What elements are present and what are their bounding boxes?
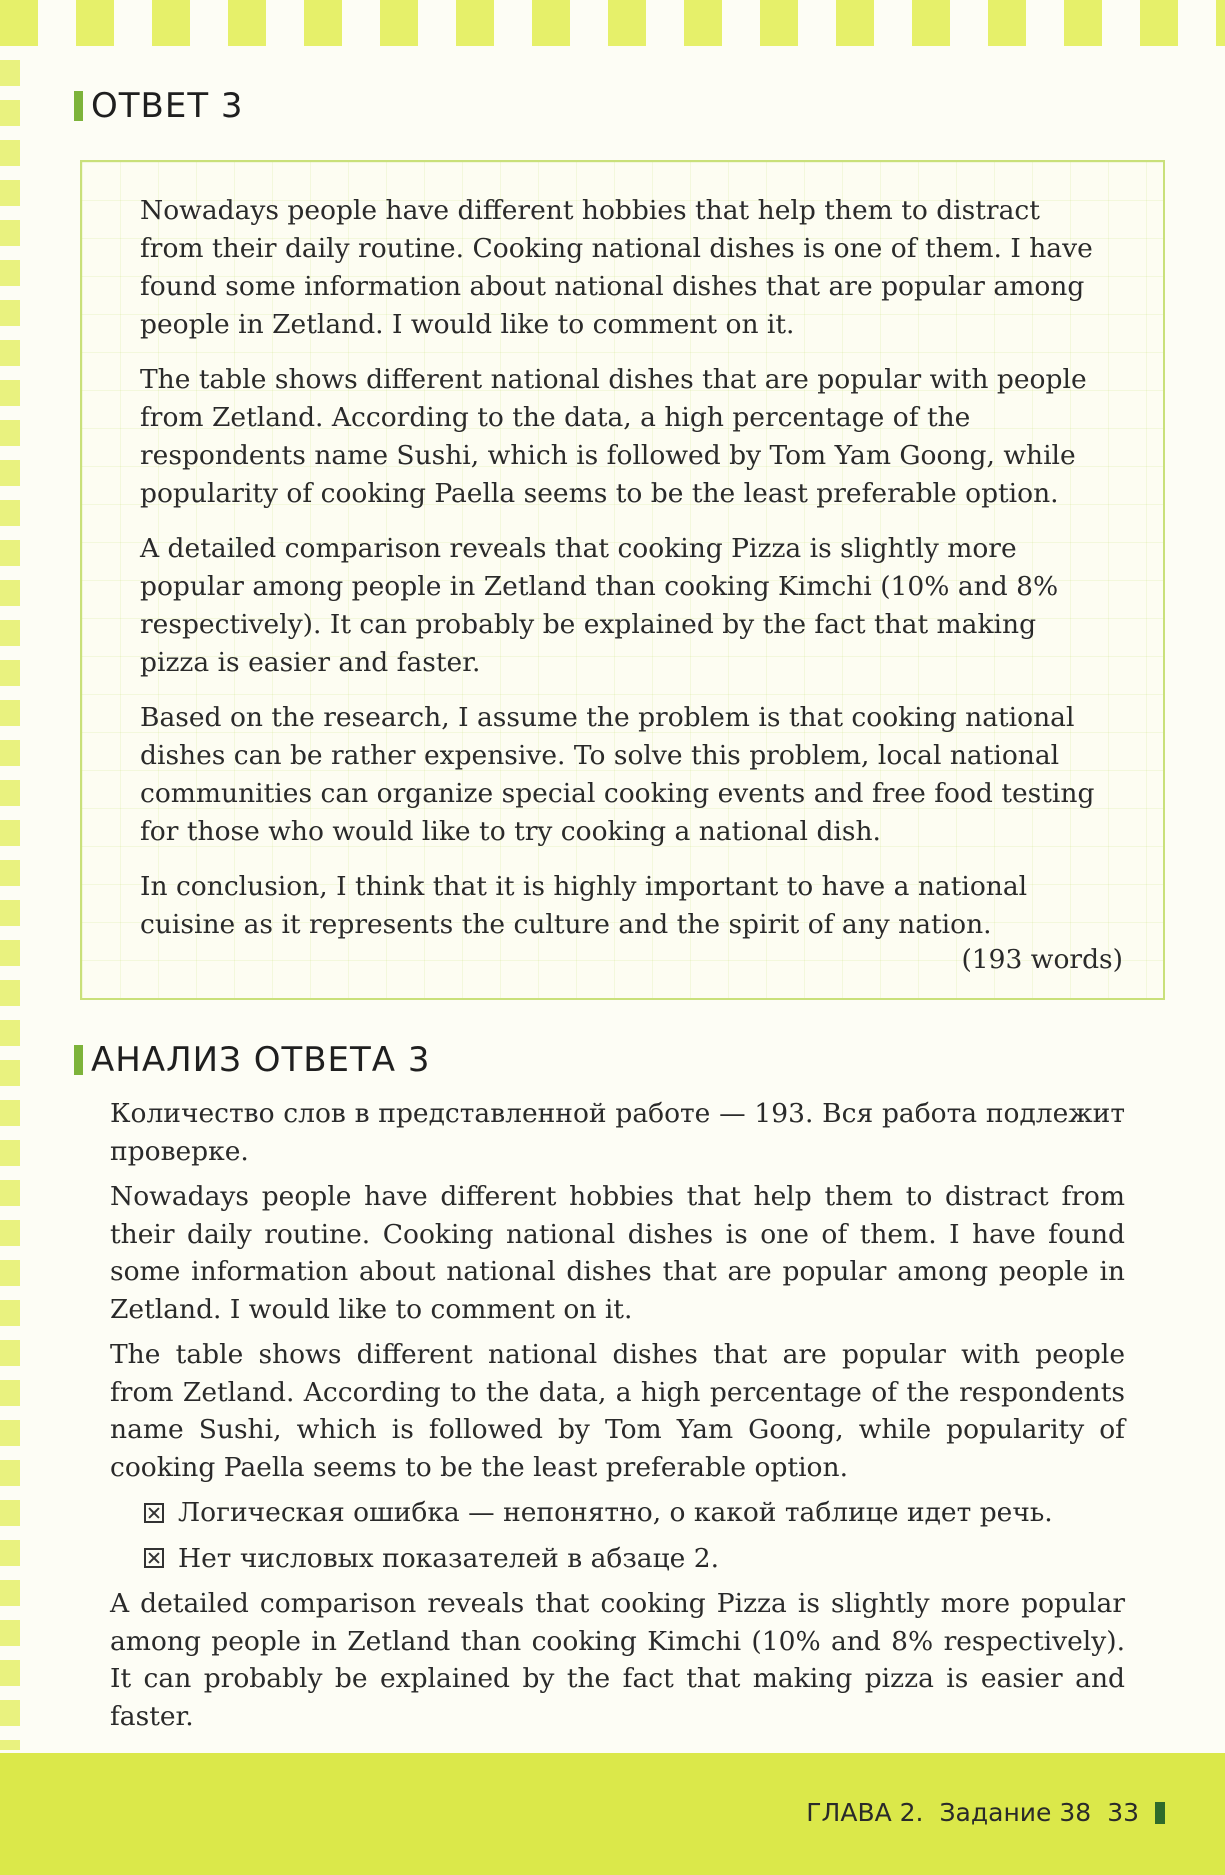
page-number: 33: [1107, 1798, 1139, 1827]
comment-text: Нет числовых показателей в абзаце 2.: [178, 1542, 720, 1574]
answer-paragraph: Nowadays people have different hobbies that help them to distract from their daily routine. Cooking national dishes is one of them. I have found some information about national dishes that are popular among people in Zetland. I would like to comment on it.: [140, 195, 1093, 340]
task-label: Задание 38: [939, 1798, 1092, 1827]
answer-heading-text: ОТВЕТ 3: [91, 86, 244, 126]
crossed-box-icon: [144, 1548, 164, 1568]
left-decorative-edge: [0, 60, 20, 1750]
comment-text: Логическая ошибка — непонятно, о какой таблице идет речь.: [178, 1497, 1053, 1528]
footer-marker-icon: [1155, 1802, 1165, 1824]
heading-marker-icon: [74, 1045, 83, 1075]
word-count: (193 words): [961, 944, 1123, 975]
answer-heading: [74, 86, 244, 126]
analysis-comment: [144, 1540, 1125, 1578]
analysis-heading-text: АНАЛИЗ ОТВЕТА 3: [91, 1040, 431, 1080]
answer-paragraph: Based on the research, I assume the problem is that cooking national dishes can be rather expensive. To solve this problem, local national communities can organize special cooking events and free food testing for those who would like to try cooking a national dish.: [140, 702, 1095, 847]
answer-paragraph: The table shows different national dishes that are popular with people from Zetland. According to the data, a high percentage of the respondents name Sushi, which is followed by Tom Yam Goong, while popularity of cooking Paella seems to be the least preferable option.: [140, 364, 1087, 509]
analysis-text: [110, 1095, 1125, 1743]
top-decorative-stripe: [0, 0, 1225, 46]
crossed-box-icon: [144, 1503, 164, 1523]
answer-text: [140, 192, 1095, 961]
analysis-intro: Количество слов в представленной работе — 193. Вся работа подлежит проверке.: [110, 1098, 1125, 1167]
answer-paragraph: A detailed comparison reveals that cooking Pizza is slightly more popular among people in Zetland than cooking Kimchi (10% and 8% respectively). It can probably be explained by the fact that making pizza is easier and faster.: [140, 533, 1059, 678]
analysis-paragraph: The table shows different national dishes that are popular with people from Zetland. According to the data, a high percentage of the respondents name Sushi, which is followed by Tom Yam Goong, while popularity of cooking Paella seems to be the least preferable option.: [110, 1339, 1125, 1483]
analysis-paragraph: A detailed comparison reveals that cooking Pizza is slightly more popular among people in Zetland than cooking Kimchi (10% and 8% respectively). It can probably be explained by the fact that making pizza is easier and faster.: [110, 1588, 1125, 1732]
analysis-paragraph: Nowadays people have different hobbies that help them to distract from their daily routine. Cooking national dishes is one of them. I have found some information about national dishes that are popular among people in Zetland. I would like to comment on it.: [110, 1181, 1125, 1325]
page-footer: [806, 1798, 1165, 1827]
answer-paragraph: In conclusion, I think that it is highly important to have a national cuisine as it represents the culture and the spirit of any nation.: [140, 871, 1028, 940]
chapter-label: ГЛАВА 2.: [806, 1798, 924, 1827]
analysis-heading: [74, 1040, 431, 1080]
heading-marker-icon: [74, 91, 83, 121]
analysis-comment: [144, 1494, 1125, 1532]
